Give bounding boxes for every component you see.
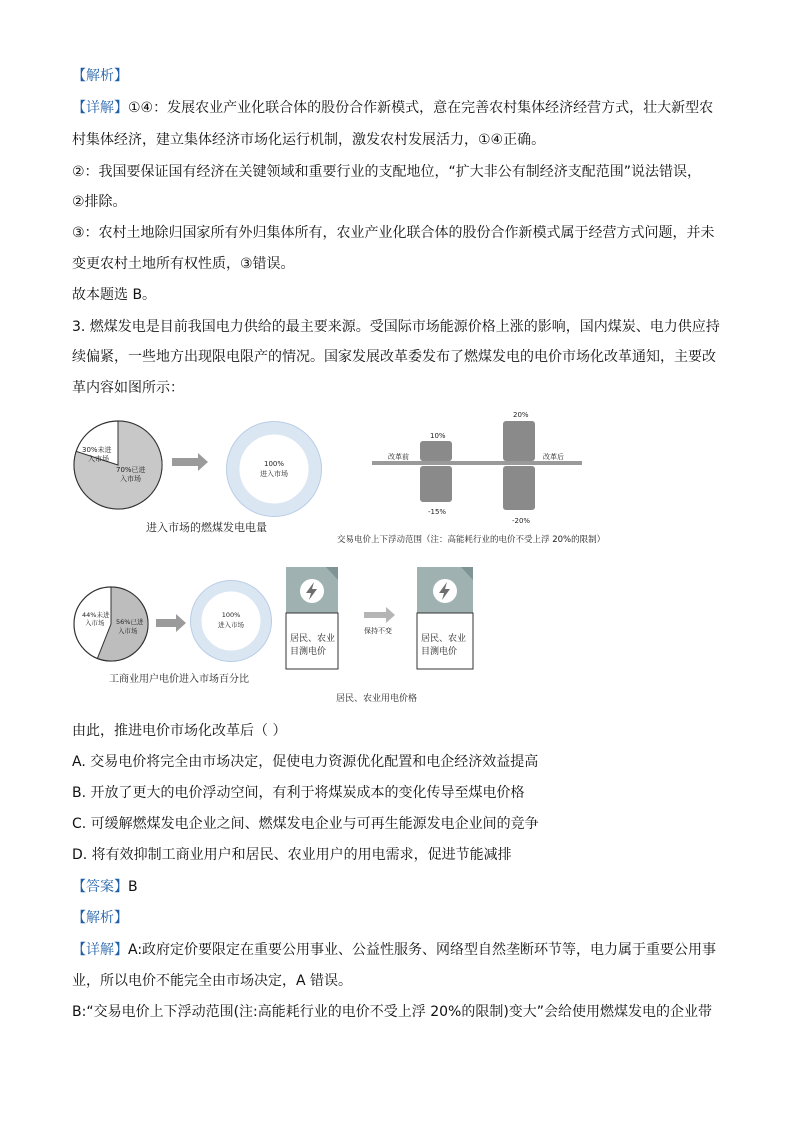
before-up-bar xyxy=(420,441,452,461)
ring-chart-100-percent xyxy=(227,422,322,517)
after-label: 改革后 xyxy=(543,453,564,461)
detail-paragraph-1-cont: 村集体经济，建立集体经济市场化运行机制，激发农村发展活力，①④正确。 xyxy=(72,132,546,148)
before-label: 改革前 xyxy=(388,453,409,461)
svg-text:20%: 20% xyxy=(513,411,529,419)
analysis-heading: 【解析】 xyxy=(72,68,128,84)
svg-text:居民、农业: 居民、农业 xyxy=(290,634,336,644)
question-text-3: 革内容如图所示： xyxy=(72,380,184,396)
pie-chart-commercial xyxy=(74,587,148,661)
detail-paragraph-2-cont: ②排除。 xyxy=(72,194,127,210)
svg-text:入市场: 入市场 xyxy=(85,619,105,627)
detail-heading-2: 【详解】 xyxy=(72,942,128,958)
price-card-after xyxy=(417,567,473,669)
pie2-unentered-label: 44%未进 xyxy=(82,611,110,619)
reform-figure xyxy=(0,405,794,710)
svg-text:进入市场: 进入市场 xyxy=(260,470,288,478)
detail-a-2: 业，所以电价不能完全由市场决定，A 错误。 xyxy=(72,973,353,989)
before-down-bar xyxy=(420,466,452,502)
detail-a-1: 【详解】A:政府定价要限定在重要公用事业、公益性服务、网络型自然垄断环节等，电力属于重要公用事 xyxy=(72,942,717,958)
pie1-entered-label: 70%已进 xyxy=(116,466,146,474)
question-text-1: 3. 燃煤发电是目前我国电力供给的最主要来源。受国际市场能源价格上涨的影响，国内煤炭、电力供应持 xyxy=(72,319,720,335)
caption-power-volume: 进入市场的燃煤发电电量 xyxy=(146,521,267,534)
svg-text:目测电价: 目测电价 xyxy=(421,647,458,657)
option-a: A. 交易电价将完全由市场决定，促使电力资源优化配置和电企经济效益提高 xyxy=(72,754,539,770)
unchanged-label: 保持不变 xyxy=(364,627,392,635)
ring-chart-100-percent-2 xyxy=(191,581,272,662)
arrow-icon xyxy=(156,614,186,632)
answer-value: B xyxy=(128,879,138,895)
question-text-2: 续偏紧，一些地方出现限电限产的情况。国家发展改革委发布了燃煤发电的电价市场化改革通知，主要改 xyxy=(72,349,716,365)
svg-text:入市场: 入市场 xyxy=(120,475,141,483)
arrow-icon xyxy=(172,453,208,471)
svg-text:-15%: -15% xyxy=(428,508,447,516)
after-up-bar xyxy=(503,421,535,461)
pie1-unentered-label: 30%未进 xyxy=(82,446,112,454)
arrow-icon xyxy=(364,607,395,623)
pie-chart-power-volume xyxy=(74,421,162,509)
caption-commercial: 工商业用户电价进入市场百分比 xyxy=(109,674,249,685)
detail-paragraph-1: 【详解】①④：发展农业产业化联合体的股份合作新模式，意在完善农村集体经济经营方式，壮大新型农 xyxy=(72,100,714,116)
svg-text:居民、农业: 居民、农业 xyxy=(421,634,467,644)
price-range-chart xyxy=(372,411,582,525)
svg-text:进入市场: 进入市场 xyxy=(218,621,244,629)
svg-text:10%: 10% xyxy=(430,432,446,440)
svg-text:100%: 100% xyxy=(263,460,285,468)
detail-paragraph-3: ③：农村土地除归国家所有外归集体所有，农业产业化联合体的股份合作新模式属于经营方式问题，并未 xyxy=(72,225,715,241)
detail-heading: 【详解】 xyxy=(72,100,128,116)
option-b: B. 开放了更大的电价浮动空间，有利于将煤炭成本的变化传导至煤电价格 xyxy=(72,785,525,801)
svg-text:入市场: 入市场 xyxy=(88,455,109,463)
conclusion-text: 故本题选 B。 xyxy=(72,287,157,303)
svg-text:100%: 100% xyxy=(221,611,241,619)
pie2-entered-label: 56%已进 xyxy=(116,618,144,626)
detail-paragraph-2: ②：我国要保证国有经济在关键领域和重要行业的支配地位，“扩大非公有制经济支配范围”说法错误， xyxy=(72,164,702,180)
after-down-bar xyxy=(503,466,535,510)
detail-b-1: B:“交易电价上下浮动范围(注:高能耗行业的电价不受上浮 20%的限制)变大”会给使用燃煤发电的企业带 xyxy=(72,1004,713,1020)
caption-price-range: 交易电价上下浮动范围（注：高能耗行业的电价不受上浮 20%的限制） xyxy=(337,535,606,545)
svg-text:-20%: -20% xyxy=(512,517,531,525)
analysis-heading-2: 【解析】 xyxy=(72,910,128,926)
answer-heading: 【答案】 xyxy=(72,879,128,895)
option-c: C. 可缓解燃煤发电企业之间、燃煤发电企业与可再生能源发电企业间的竞争 xyxy=(72,816,539,832)
question-stem: 由此，推进电价市场化改革后（ ） xyxy=(72,723,287,739)
price-card-before xyxy=(286,567,338,669)
svg-text:入市场: 入市场 xyxy=(118,627,138,635)
detail-paragraph-3-cont: 变更农村土地所有权性质，③错误。 xyxy=(72,256,295,272)
svg-text:目测电价: 目测电价 xyxy=(290,647,327,657)
answer-line xyxy=(72,877,138,897)
caption-residential: 居民、农业用电价格 xyxy=(336,694,418,704)
option-d: D. 将有效抑制工商业用户和居民、农业用户的用电需求，促进节能减排 xyxy=(72,847,512,863)
